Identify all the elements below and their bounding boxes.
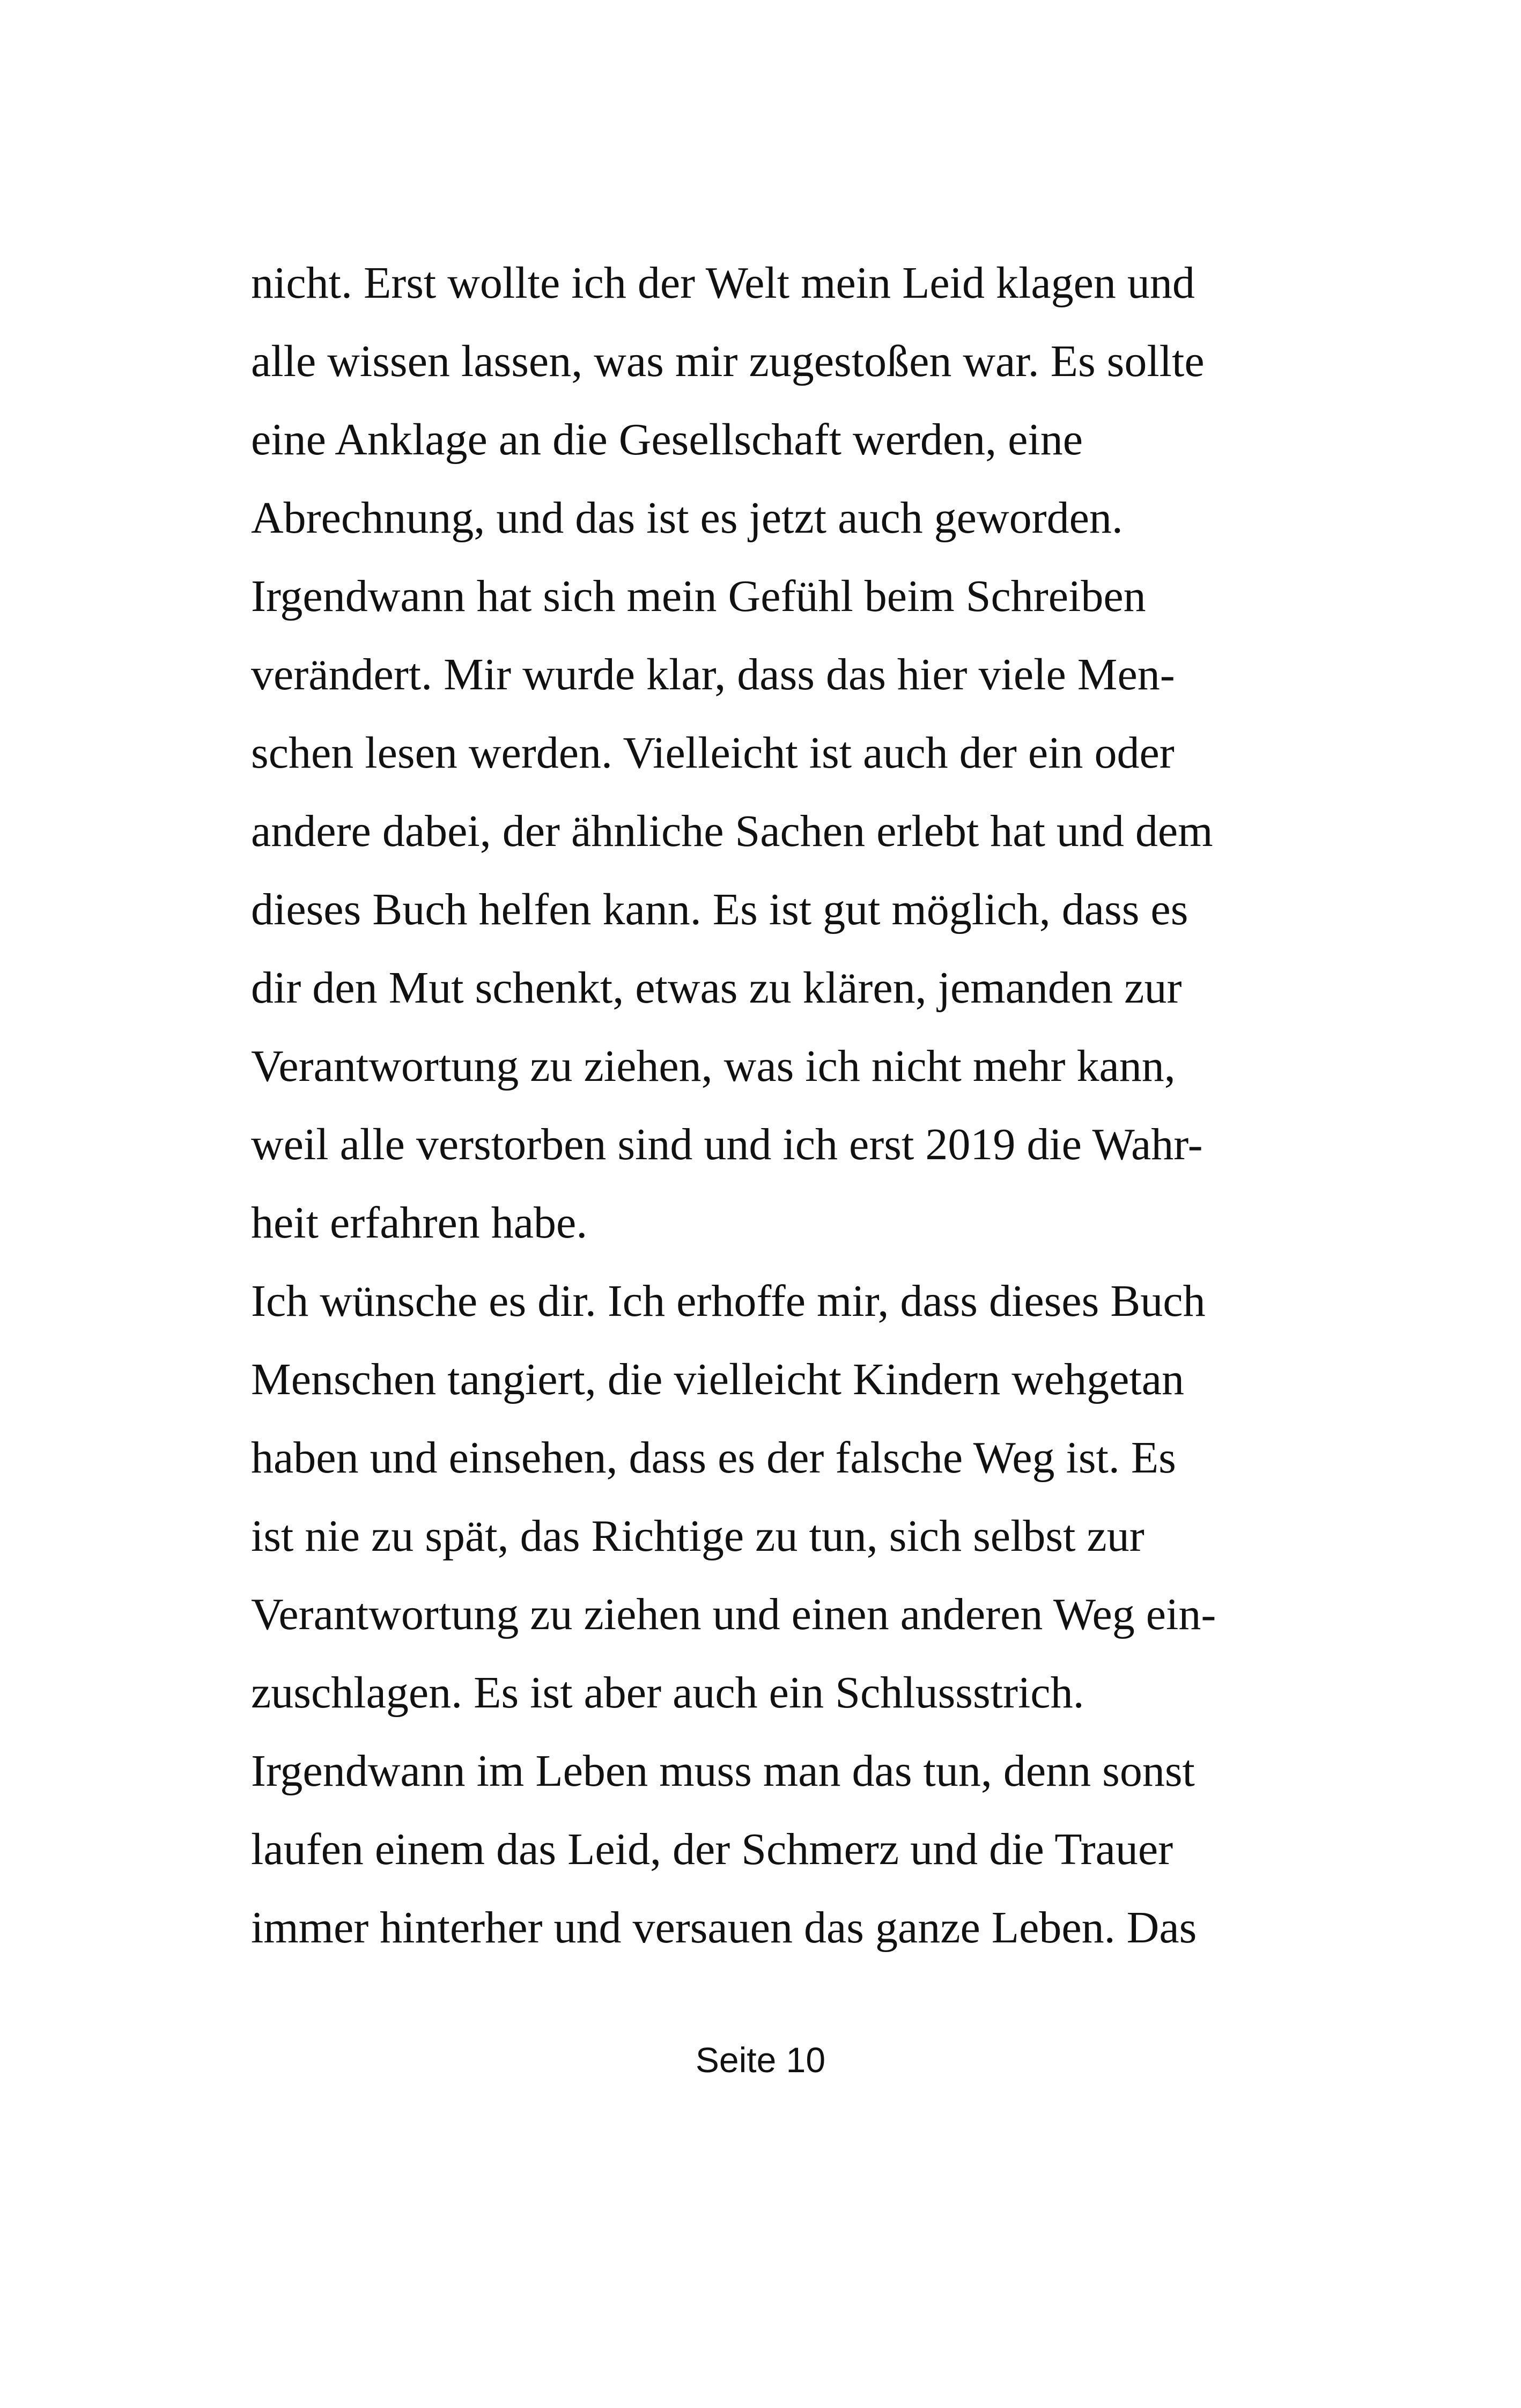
text-line: Abrechnung, und das ist es jetzt auch geworden. [251, 493, 1123, 543]
page-number: Seite 10 [695, 2040, 826, 2080]
text-line: ist nie zu spät, das Richtige zu tun, sich selbst zur [251, 1511, 1145, 1561]
text-line: Verantwortung zu ziehen und einen anderen Weg ein- [251, 1589, 1216, 1639]
text-line: haben und einsehen, dass es der falsche Weg ist. Es [251, 1433, 1176, 1483]
text-line: laufen einem das Leid, der Schmerz und die Trauer [251, 1824, 1173, 1874]
text-line: Menschen tangiert, die vielleicht Kindern wehgetan [251, 1354, 1185, 1404]
text-line: schen lesen werden. Vielleicht ist auch der ein oder [251, 728, 1175, 778]
text-line: nicht. Erst wollte ich der Welt mein Leid klagen und [251, 258, 1195, 308]
body-text [251, 244, 1324, 1967]
text-line: Irgendwann im Leben muss man das tun, denn sonst [251, 1746, 1195, 1796]
text-line: Irgendwann hat sich mein Gefühl beim Schreiben [251, 571, 1146, 621]
text-line: dir den Mut schenkt, etwas zu klären, jemanden zur [251, 963, 1182, 1013]
text-line: andere dabei, der ähnliche Sachen erlebt hat und dem [251, 806, 1213, 856]
text-line: Ich wünsche es dir. Ich erhoffe mir, dass dieses Buch [251, 1276, 1206, 1326]
text-line: heit erfahren habe. [251, 1198, 588, 1248]
text-line: immer hinterher und versauen das ganze Leben. Das [251, 1903, 1197, 1953]
text-line: Verantwortung zu ziehen, was ich nicht mehr kann, [251, 1041, 1176, 1091]
text-line: dieses Buch helfen kann. Es ist gut möglich, dass es [251, 885, 1188, 934]
text-line: alle wissen lassen, was mir zugestoßen war. Es sollte [251, 336, 1205, 386]
text-line: weil alle verstorben sind und ich erst 2019 die Wahr- [251, 1120, 1203, 1169]
text-line: zuschlagen. Es ist aber auch ein Schlussstrich. [251, 1668, 1084, 1718]
text-line: eine Anklage an die Gesellschaft werden, eine [251, 415, 1083, 465]
text-line: verändert. Mir wurde klar, dass das hier viele Men- [251, 650, 1175, 699]
